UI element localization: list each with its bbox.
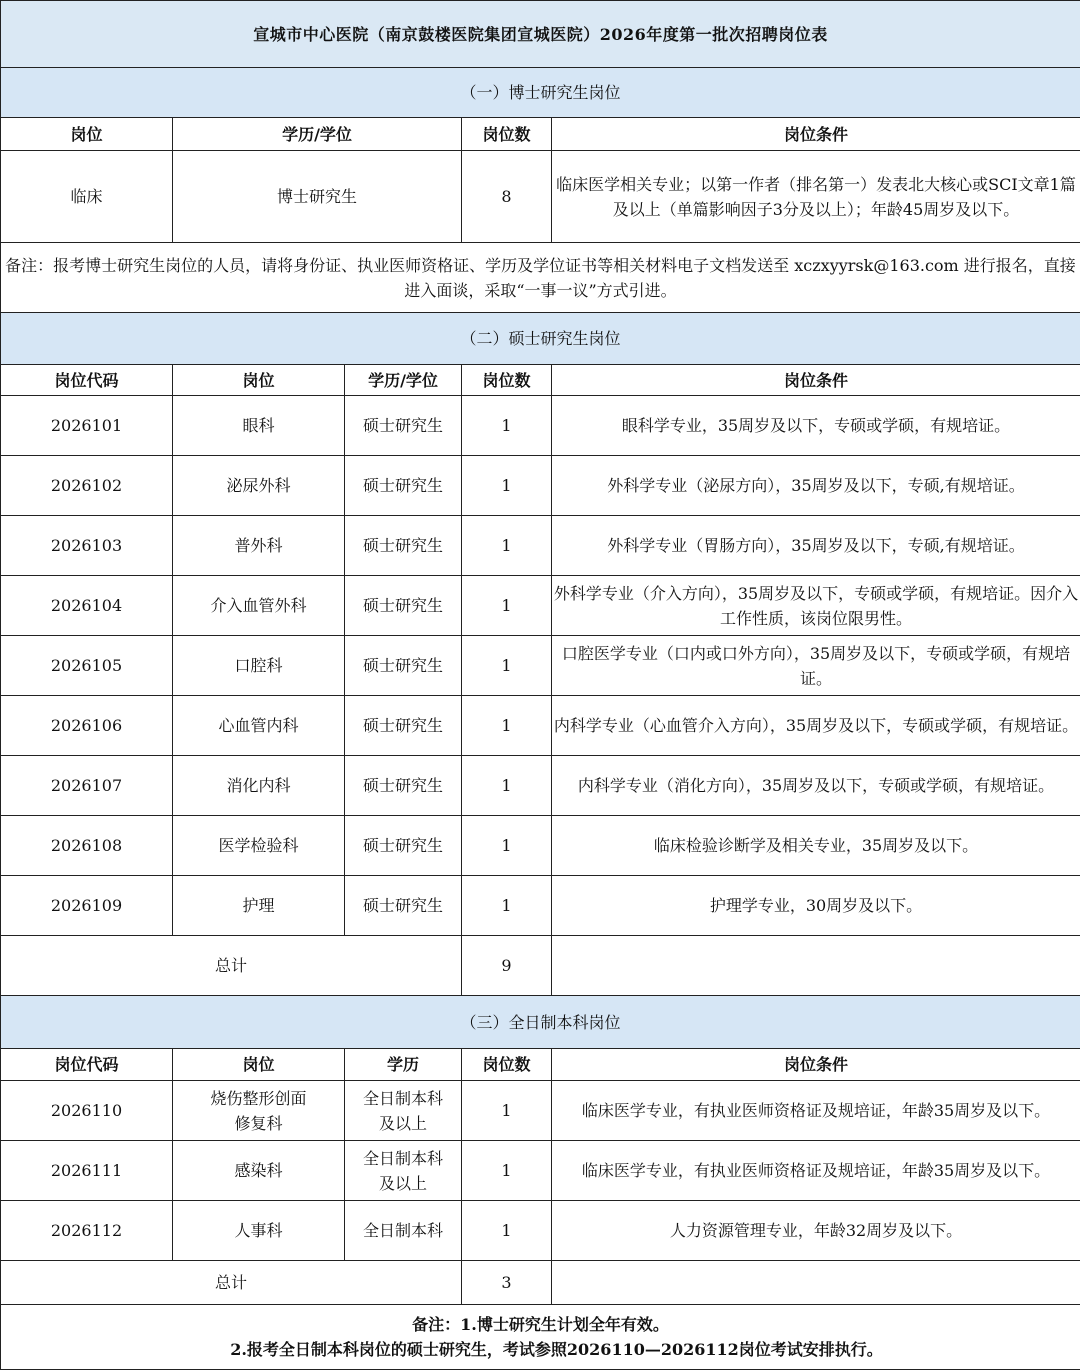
bachelor-total-row	[1, 1261, 1080, 1305]
code-cell: 2026110	[1, 1081, 173, 1141]
post-line-1: 人事科	[173, 1218, 344, 1243]
post-cell: 眼科	[173, 396, 345, 456]
condition-cell: 内科学专业（心血管介入方向），35周岁及以下，专硕或学硕，有规培证。	[552, 696, 1080, 756]
code-cell: 2026106	[1, 696, 173, 756]
degree-line-2: 及以上	[345, 1171, 461, 1196]
total-label: 总计	[1, 936, 462, 996]
count-cell: 1	[462, 876, 552, 936]
degree-cell: 硕士研究生	[345, 576, 462, 636]
post-cell: 心血管内科	[173, 696, 345, 756]
condition-cell: 外科学专业（介入方向），35周岁及以下，专硕或学硕，有规培证。因介入工作性质，该岗位限男性。	[552, 576, 1080, 636]
condition-cell: 临床检验诊断学及相关专业，35周岁及以下。	[552, 816, 1080, 876]
table-row	[1, 816, 1080, 876]
table-row	[1, 876, 1080, 936]
post-cell: 普外科	[173, 516, 345, 576]
degree-cell: 硕士研究生	[345, 756, 462, 816]
table-row	[1, 636, 1080, 696]
degree-cell: 硕士研究生	[345, 456, 462, 516]
count-cell: 1	[462, 456, 552, 516]
count-cell: 1	[462, 756, 552, 816]
table-row	[1, 756, 1080, 816]
count-cell: 1	[462, 816, 552, 876]
header-condition: 岗位条件	[552, 365, 1080, 396]
degree-cell: 博士研究生	[173, 151, 462, 243]
table-row	[1, 576, 1080, 636]
post-line-2: 修复科	[173, 1111, 344, 1136]
header-degree: 学历	[345, 1049, 462, 1081]
code-cell: 2026102	[1, 456, 173, 516]
code-cell: 2026111	[1, 1141, 173, 1201]
code-cell: 2026108	[1, 816, 173, 876]
table-row	[1, 1201, 1080, 1261]
post-cell: 医学检验科	[173, 816, 345, 876]
degree-line-2: 及以上	[345, 1111, 461, 1136]
degree-cell: 硕士研究生	[345, 396, 462, 456]
count-cell: 1	[462, 696, 552, 756]
count-cell: 1	[462, 1141, 552, 1201]
final-note-line-2: 2.报考全日制本科岗位的硕士研究生，考试参照2026110—2026112岗位考试安排执行。	[1, 1337, 1080, 1362]
degree-line-1: 全日制本科	[345, 1146, 461, 1171]
code-cell: 2026105	[1, 636, 173, 696]
degree-cell: 硕士研究生	[345, 696, 462, 756]
degree-cell	[345, 1201, 462, 1261]
header-count: 岗位数	[462, 118, 552, 151]
count-cell: 1	[462, 1081, 552, 1141]
condition-cell: 人力资源管理专业，年龄32周岁及以下。	[552, 1201, 1080, 1261]
header-condition: 岗位条件	[552, 1049, 1080, 1081]
table-row	[1, 151, 1080, 243]
degree-cell	[345, 1081, 462, 1141]
condition-cell: 外科学专业（泌尿方向），35周岁及以下，专硕,有规培证。	[552, 456, 1080, 516]
header-degree: 学历/学位	[345, 365, 462, 396]
table-row	[1, 396, 1080, 456]
post-cell: 介入血管外科	[173, 576, 345, 636]
degree-cell	[345, 1141, 462, 1201]
condition-cell: 临床医学专业，有执业医师资格证及规培证，年龄35周岁及以下。	[552, 1141, 1080, 1201]
post-cell	[173, 1081, 345, 1141]
condition-cell: 内科学专业（消化方向），35周岁及以下，专硕或学硕，有规培证。	[552, 756, 1080, 816]
phd-header-row	[1, 118, 1080, 151]
degree-cell: 硕士研究生	[345, 516, 462, 576]
post-cell: 消化内科	[173, 756, 345, 816]
degree-line-1: 全日制本科	[345, 1218, 461, 1243]
page-title: 宣城市中心医院（南京鼓楼医院集团宣城医院）2026年度第一批次招聘岗位表	[1, 1, 1080, 68]
post-cell: 口腔科	[173, 636, 345, 696]
condition-cell: 护理学专业，30周岁及以下。	[552, 876, 1080, 936]
total-label: 总计	[1, 1261, 462, 1305]
table-row	[1, 1141, 1080, 1201]
master-total-row	[1, 936, 1080, 996]
count-cell: 8	[462, 151, 552, 243]
master-header-row	[1, 365, 1080, 396]
count-cell: 1	[462, 516, 552, 576]
count-cell: 1	[462, 396, 552, 456]
total-value: 9	[462, 936, 552, 996]
code-cell: 2026101	[1, 396, 173, 456]
post-cell	[173, 1201, 345, 1261]
degree-line-1: 全日制本科	[345, 1086, 461, 1111]
total-empty-cell	[552, 1261, 1080, 1305]
code-cell: 2026104	[1, 576, 173, 636]
header-code: 岗位代码	[1, 365, 173, 396]
section-master-title: （二）硕士研究生岗位	[1, 313, 1080, 365]
code-cell: 2026112	[1, 1201, 173, 1261]
condition-cell: 外科学专业（胃肠方向），35周岁及以下，专硕,有规培证。	[552, 516, 1080, 576]
code-cell: 2026103	[1, 516, 173, 576]
total-empty-cell	[552, 936, 1080, 996]
degree-cell: 硕士研究生	[345, 636, 462, 696]
post-cell: 泌尿外科	[173, 456, 345, 516]
condition-cell: 眼科学专业，35周岁及以下，专硕或学硕，有规培证。	[552, 396, 1080, 456]
header-post: 岗位	[173, 1049, 345, 1081]
section-phd-title: （一）博士研究生岗位	[1, 68, 1080, 118]
condition-cell: 临床医学专业，有执业医师资格证及规培证，年龄35周岁及以下。	[552, 1081, 1080, 1141]
total-value: 3	[462, 1261, 552, 1305]
post-line-1: 烧伤整形创面	[173, 1086, 344, 1111]
bachelor-header-row	[1, 1049, 1080, 1081]
phd-note: 备注：报考博士研究生岗位的人员，请将身份证、执业医师资格证、学历及学位证书等相关材料电子文档发送至 xczxyyrsk@163.com 进行报名，直接进入面谈，采取“一事一议”方式引进。	[1, 243, 1080, 313]
post-cell: 临床	[1, 151, 173, 243]
table-row	[1, 456, 1080, 516]
header-condition: 岗位条件	[552, 118, 1080, 151]
code-cell: 2026107	[1, 756, 173, 816]
header-count: 岗位数	[462, 1049, 552, 1081]
final-notes	[1, 1305, 1080, 1370]
count-cell: 1	[462, 1201, 552, 1261]
table-row	[1, 696, 1080, 756]
table-row	[1, 516, 1080, 576]
post-line-1: 感染科	[173, 1158, 344, 1183]
section-bachelor-title: （三）全日制本科岗位	[1, 996, 1080, 1049]
header-post: 岗位	[1, 118, 173, 151]
final-note-line-1: 备注：1.博士研究生计划全年有效。	[1, 1312, 1080, 1337]
condition-cell: 口腔医学专业（口内或口外方向），35周岁及以下，专硕或学硕，有规培证。	[552, 636, 1080, 696]
count-cell: 1	[462, 576, 552, 636]
post-cell: 护理	[173, 876, 345, 936]
count-cell: 1	[462, 636, 552, 696]
header-count: 岗位数	[462, 365, 552, 396]
code-cell: 2026109	[1, 876, 173, 936]
header-degree: 学历/学位	[173, 118, 462, 151]
degree-cell: 硕士研究生	[345, 876, 462, 936]
degree-cell: 硕士研究生	[345, 816, 462, 876]
header-code: 岗位代码	[1, 1049, 173, 1081]
condition-cell: 临床医学相关专业；以第一作者（排名第一）发表北大核心或SCI文章1篇及以上（单篇影响因子3分及以上）；年龄45周岁及以下。	[552, 151, 1080, 243]
header-post: 岗位	[173, 365, 345, 396]
post-cell	[173, 1141, 345, 1201]
table-row	[1, 1081, 1080, 1141]
